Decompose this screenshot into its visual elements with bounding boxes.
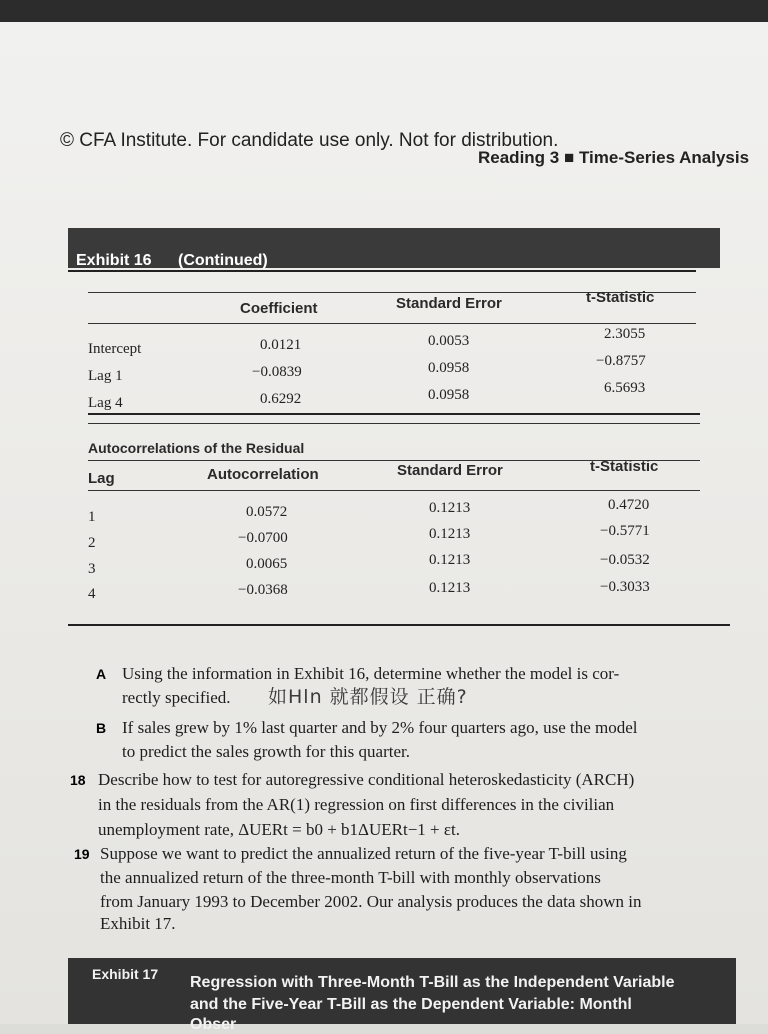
question-18-line2: in the residuals from the AR(1) regression on first differences in the civilian [98,795,615,814]
acf-lag-1: 1 [88,509,96,525]
se-intercept: 0.0053 [428,333,470,349]
se-lag4: 0.0958 [428,387,470,403]
exhibit-17-title-line3: Obser [190,1016,237,1033]
background-strip [0,0,768,22]
acf-se-1: 0.1213 [429,500,471,516]
row-label-intercept: Intercept [88,341,142,357]
acf-header-lag: Lag [88,470,115,487]
coef-intercept: 0.0121 [260,337,302,353]
exhibit-16-label: Exhibit 16 [76,252,152,269]
acf-se-3: 0.1213 [429,552,471,568]
acf-header-t-statistic: t-Statistic [590,458,659,475]
question-b-label: B [96,720,107,736]
row-label-lag4: Lag 4 [88,395,123,411]
table-header-bottom-rule [88,323,696,324]
acf-lag-3: 3 [88,561,96,577]
copyright-notice: © CFA Institute. For candidate use only. Not for distribution. [60,130,559,151]
acf-lag-2: 2 [88,535,96,551]
acf-se-4: 0.1213 [429,580,471,596]
acf-header-standard-error: Standard Error [397,462,503,479]
question-19-line4: Exhibit 17. [100,914,176,933]
t-lag4: 6.5693 [604,380,646,396]
question-19-line3: from January 1993 to December 2002. Our analysis produces the data shown in [100,892,642,911]
question-18-line3: unemployment rate, ΔUERt = b0 + b1ΔUERt−1 + εt. [98,820,460,839]
reading-title: Reading 3 ■ Time-Series Analysis [478,148,750,167]
question-19-line1: Suppose we want to predict the annualized return of the five-year T-bill using [100,844,627,863]
question-19-label: 19 [74,846,90,862]
acf-ac-1: 0.0572 [246,504,288,520]
acf-header-bottom-rule [88,490,700,491]
table-bottom-rule-1 [88,413,700,415]
acf-t-2: −0.5771 [600,523,650,539]
t-lag1: −0.8757 [596,353,646,369]
exhibit-17-header [68,958,736,1033]
acf-ac-3: 0.0065 [246,556,288,572]
question-b-line2: to predict the sales growth for this quarter. [122,742,410,761]
acf-header-autocorrelation: Autocorrelation [207,466,319,483]
acf-t-4: −0.3033 [600,579,650,595]
exhibit-16-subtitle: (Continued) [178,252,268,269]
acf-ac-2: −0.0700 [238,530,288,546]
acf-title: Autocorrelations of the Residual [88,440,305,456]
question-b-line1: If sales grew by 1% last quarter and by 2% four quarters ago, use the model [122,718,638,737]
row-label-lag1: Lag 1 [88,368,123,384]
question-a-line2: rectly specified. [122,688,231,707]
question-19-line2: the annualized return of the three-month T-bill with monthly observations [100,868,601,887]
column-header-standard-error: Standard Error [396,295,502,312]
handwritten-note: 如Hln 就都假设 正确? [268,686,468,708]
table-top-rule [68,270,696,272]
exhibit-17-title-line1: Regression with Three-Month T-Bill as the Independent Variable [190,974,675,991]
question-a-line1: Using the information in Exhibit 16, determine whether the model is cor- [122,664,620,683]
question-18-label: 18 [70,772,86,788]
column-header-coefficient: Coefficient [240,300,318,317]
acf-ac-4: −0.0368 [238,582,288,598]
exhibit-16-header [68,228,720,268]
coef-lag1: −0.0839 [252,364,302,380]
se-lag1: 0.0958 [428,360,470,376]
exhibit-17-title-line2: and the Five-Year T-Bill as the Dependent Variable: Monthl [190,996,632,1013]
table-bottom-rule-2 [88,423,700,424]
acf-t-1: 0.4720 [608,497,650,513]
coef-lag4: 0.6292 [260,391,302,407]
acf-lag-4: 4 [88,586,96,602]
t-intercept: 2.3055 [604,326,646,342]
column-header-t-statistic: t-Statistic [586,289,655,306]
exhibit-16-end-rule [68,624,730,626]
acf-se-2: 0.1213 [429,526,471,542]
exhibit-17-label: Exhibit 17 [92,966,159,982]
question-a-label: A [96,666,107,682]
question-18-line1: Describe how to test for autoregressive conditional heteroskedasticity (ARCH) [98,770,635,789]
acf-t-3: −0.0532 [600,552,650,568]
